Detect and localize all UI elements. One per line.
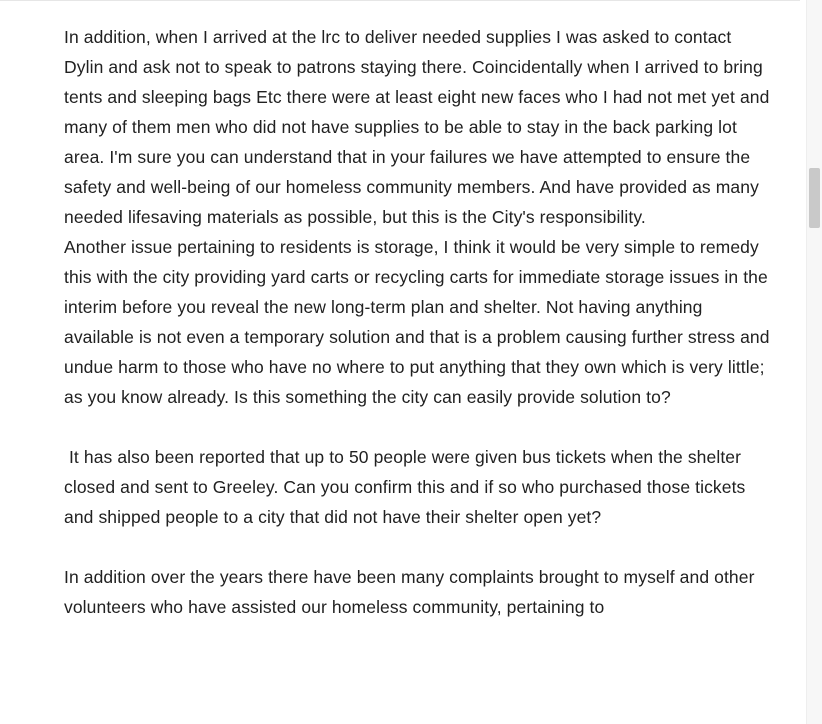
top-divider	[0, 0, 800, 1]
paragraph: In addition over the years there have been many complaints brought to myself and other volunteers who have assisted our homeless community, pertaining to	[64, 567, 760, 617]
scrollbar-thumb[interactable]	[809, 168, 820, 228]
paragraph: In addition, when I arrived at the lrc to deliver needed supplies I was asked to contact Dylin and ask not to speak to patrons staying there. Coincidentally when I arrived to bring tents and sleeping bags Etc there were at least eight new faces who I had not met yet and many of them men who did not have supplies to be able to stay in the back parking lot area. I'm sure you can understand that in your failures we have attempted to ensure the safety and well-being of our homeless community members. And have provided as many needed lifesaving materials as possible, but this is the City's responsibility.	[64, 27, 775, 227]
paragraph: Another issue pertaining to residents is storage, I think it would be very simple to remedy this with the city providing yard carts or recycling carts for immediate storage issues in the interim before you reveal the new long-term plan and shelter. Not having anything available is not even a temporary solution and that is a problem causing further stress and undue harm to those who have no where to put anything that they own which is very little; as you know already. Is this something the city can easily provide solution to?	[64, 237, 775, 407]
vertical-scrollbar[interactable]	[806, 0, 822, 724]
document-body	[64, 22, 775, 622]
paragraph: It has also been reported that up to 50 people were given bus tickets when the shelter closed and sent to Greeley. Can you confirm this and if so who purchased those tickets and shipped people to a city that did not have their shelter open yet?	[64, 447, 751, 527]
